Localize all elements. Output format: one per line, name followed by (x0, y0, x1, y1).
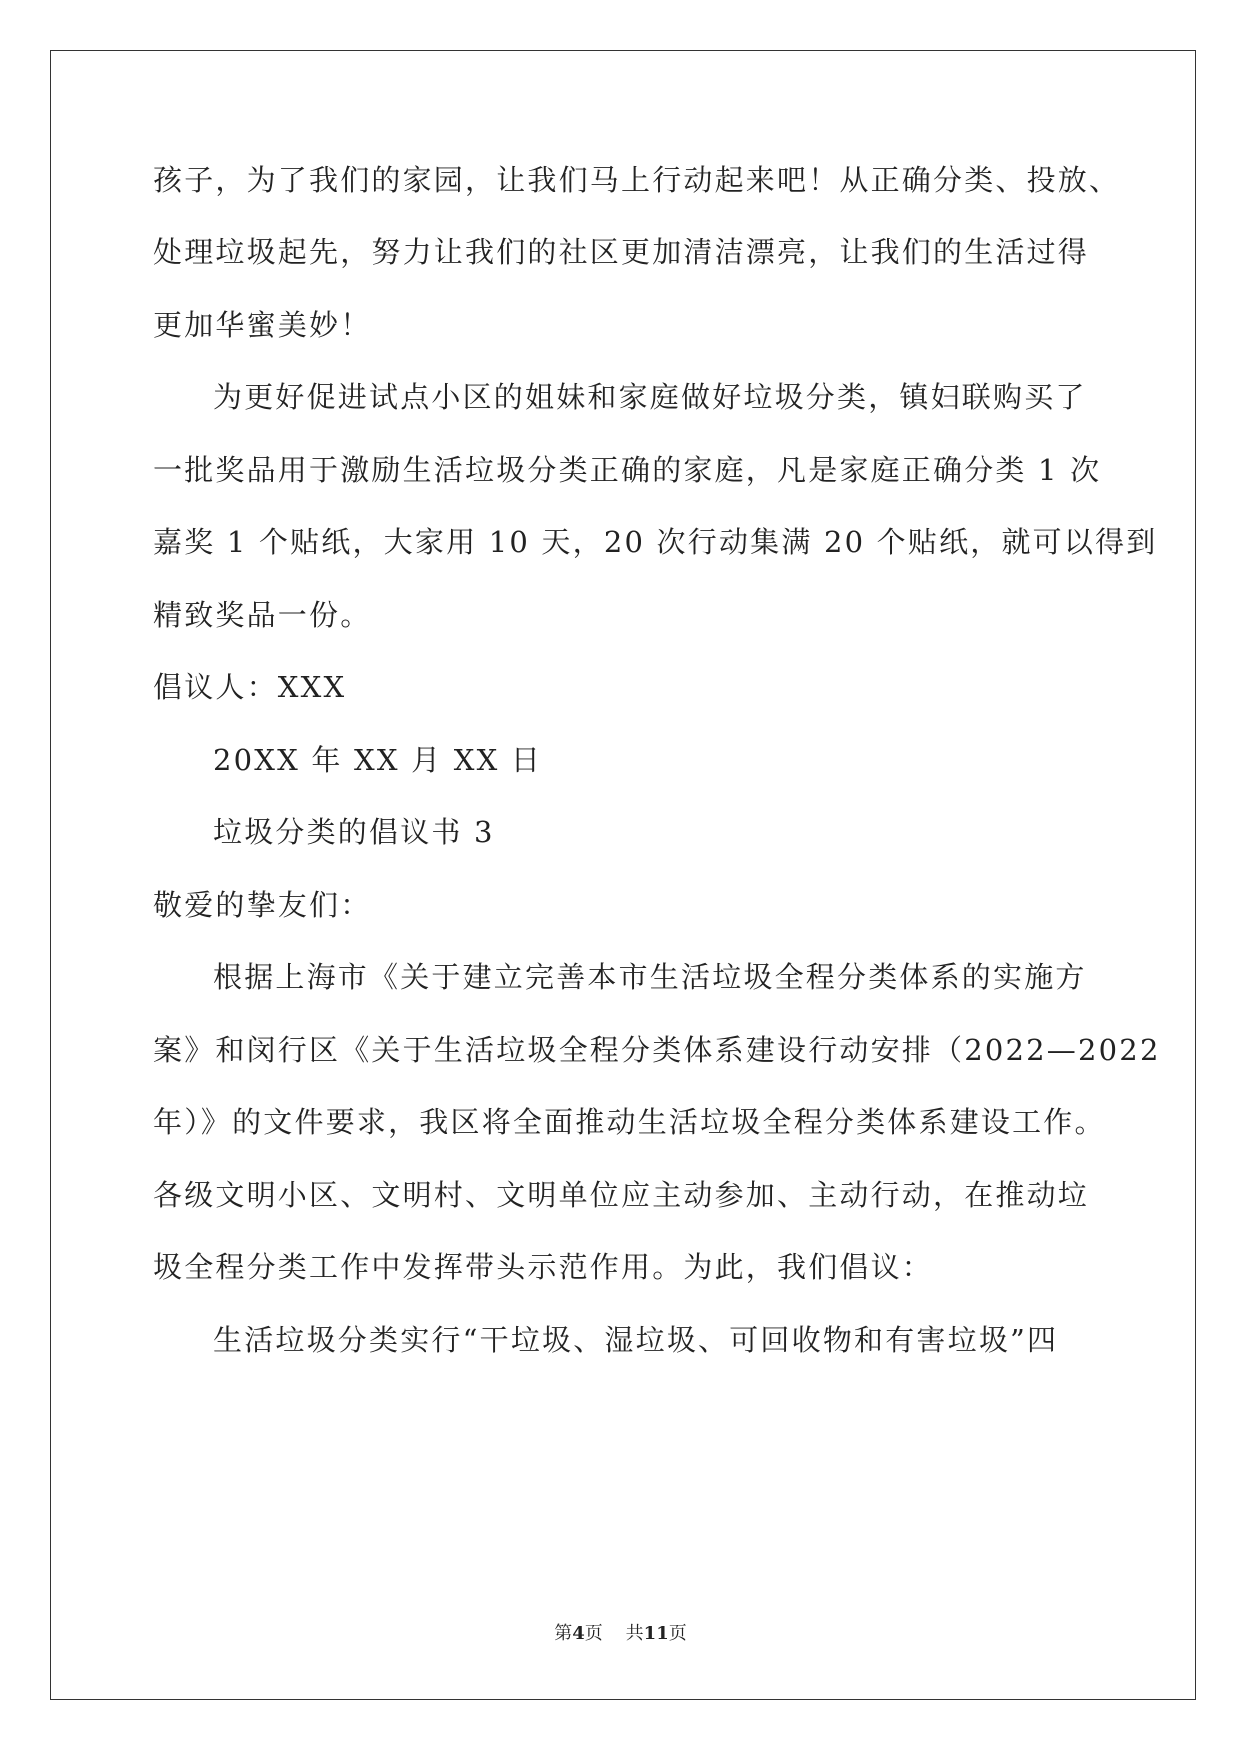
date-line: 20XX 年 XX 月 XX 日 (213, 743, 543, 777)
page-footer (0, 1622, 1241, 1646)
footer-total-suffix: 页 (668, 1623, 687, 1644)
text-line: 嘉奖 1 个贴纸，大家用 10 天，20 次行动集满 20 个贴纸，就可以得到 (153, 525, 1158, 559)
text-line: 各级文明小区、文明村、文明单位应主动参加、主动行动，在推动垃 (153, 1178, 1090, 1212)
salutation: 敬爱的挚友们： (153, 888, 372, 922)
footer-page-suffix: 页 (584, 1623, 603, 1644)
text-line: 孩子，为了我们的家园，让我们马上行动起来吧！从正确分类、投放、 (153, 163, 1121, 197)
section-title: 垃圾分类的倡议书 3 (213, 815, 495, 849)
signatory-line: 倡议人：XXX (153, 670, 347, 704)
total-pages-number: 11 (643, 1623, 669, 1644)
footer-total-prefix: 共 (625, 1623, 644, 1644)
text-line: 圾全程分类工作中发挥带头示范作用。为此，我们倡议： (153, 1250, 934, 1284)
text-line: 年）》的文件要求，我区将全面推动生活垃圾全程分类体系建设工作。 (153, 1105, 1106, 1139)
text-line: 更加华蜜美妙！ (153, 308, 372, 342)
footer-prefix: 第 (554, 1623, 573, 1644)
text-line: 生活垃圾分类实行“干垃圾、湿垃圾、可回收物和有害垃圾”四 (213, 1323, 1059, 1357)
page-border (50, 50, 1196, 1700)
text-line: 精致奖品一份。 (153, 598, 372, 632)
current-page-number: 4 (572, 1623, 585, 1644)
text-line: 根据上海市《关于建立完善本市生活垃圾全程分类体系的实施方 (213, 960, 1087, 994)
text-line: 一批奖品用于激励生活垃圾分类正确的家庭，凡是家庭正确分类 1 次 (153, 453, 1102, 487)
text-line: 处理垃圾起先，努力让我们的社区更加清洁漂亮，让我们的生活过得 (153, 235, 1090, 269)
text-line: 为更好促进试点小区的姐妹和家庭做好垃圾分类，镇妇联购买了 (213, 380, 1087, 414)
text-line: 案》和闵行区《关于生活垃圾全程分类体系建设行动安排（2022—2022 (153, 1033, 1161, 1067)
